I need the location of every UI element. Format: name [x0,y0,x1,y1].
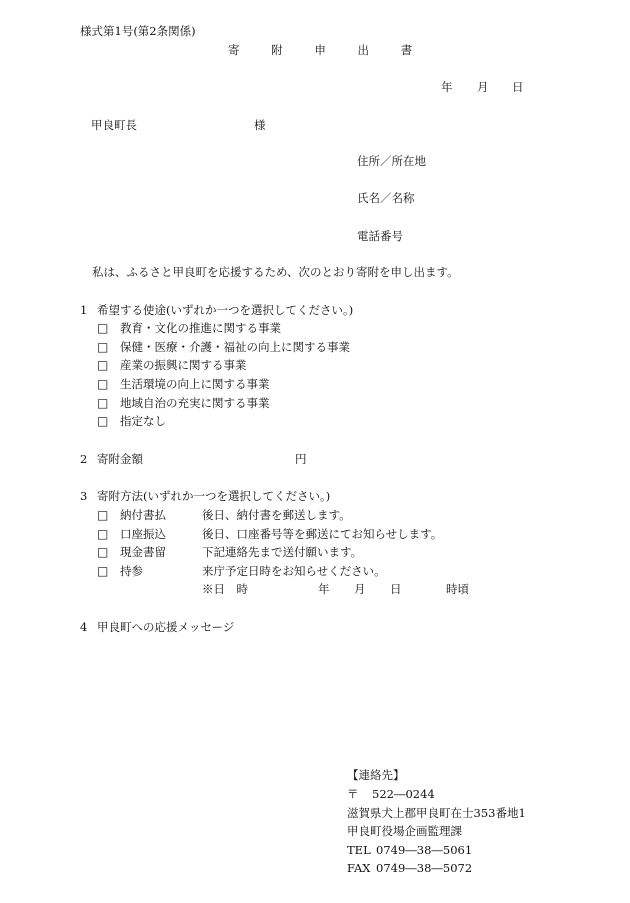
method-checkbox[interactable]: □ [97,527,109,541]
method-desc: 後日、口座番号等を郵送にてお知らせします。 [202,527,443,541]
intro-text: 私は、ふるさと甲良町を応援するため、次のとおり寄附を申し出ます。 [92,265,459,279]
section3-number: 3 [80,489,88,503]
purpose-checkbox[interactable]: □ [97,396,109,410]
contact-address: 滋賀県犬上郡甲良町在士353番地1 [347,806,526,820]
form-number: 様式第1号(第2条関係) [80,24,196,38]
method-name: 持参 [120,564,143,578]
document-title [228,45,412,57]
method-name: 納付書払 [120,508,166,522]
address-label: 住所／所在地 [357,154,426,168]
section3-heading: 寄附方法(いずれか一つを選択してください。) [97,489,331,503]
method-desc: 後日、納付書を郵送します。 [202,508,351,522]
purpose-checkbox[interactable]: □ [97,414,109,428]
purpose-checkbox[interactable]: □ [97,358,109,372]
visit-day-label: 日 [390,582,402,596]
method-checkbox[interactable]: □ [97,508,109,522]
purpose-option: 教育・文化の推進に関する事業 [120,321,281,335]
purpose-option: 生活環境の向上に関する事業 [120,377,270,391]
section1-number: 1 [80,303,88,317]
section4-number: 4 [80,620,88,634]
visit-year-label: 年 [318,582,330,596]
section2-number: 2 [80,452,88,466]
section2-heading: 寄附金額 [97,452,143,466]
title-char: 出 [357,43,369,57]
postal-mark: 〒 [347,787,359,801]
title-char: 書 [400,43,413,57]
method-desc: 下記連絡先まで送付願います。 [202,545,363,559]
date-month-label: 月 [477,80,489,94]
method-desc: 来庁予定日時をお知らせください。 [202,564,386,578]
title-char: 寄 [228,43,240,57]
visit-datetime-prefix: ※日 時 [202,582,248,596]
addressee-name: 甲良町長 [91,118,137,132]
tel-number: 0749―38―5061 [376,843,473,857]
phone-label: 電話番号 [357,229,403,243]
name-label: 氏名／名称 [357,191,415,205]
section4-heading: 甲良町への応援メッセージ [97,620,235,634]
purpose-option: 指定なし [120,414,166,428]
purpose-checkbox[interactable]: □ [97,377,109,391]
method-checkbox[interactable]: □ [97,545,109,559]
method-name: 現金書留 [120,545,166,559]
title-char: 附 [271,43,283,57]
method-name: 口座振込 [120,527,166,541]
date-day-label: 日 [512,80,524,94]
purpose-option: 産業の振興に関する事業 [120,358,247,372]
title-char: 申 [314,43,326,57]
contact-office: 甲良町役場企画監理課 [347,824,462,838]
amount-unit: 円 [295,452,307,466]
contact-heading: 【連絡先】 [347,768,405,782]
purpose-option: 地域自治の充実に関する事業 [120,396,270,410]
purpose-option: 保健・医療・介護・福祉の向上に関する事業 [120,340,350,354]
fax-number: 0749―38―5072 [376,861,473,875]
method-checkbox[interactable]: □ [97,564,109,578]
purpose-checkbox[interactable]: □ [97,340,109,354]
purpose-checkbox[interactable]: □ [97,321,109,335]
postal-code: 522―0244 [372,787,435,801]
visit-month-label: 月 [354,582,366,596]
tel-label: TEL [347,843,371,857]
section1-heading: 希望する使途(いずれか一つを選択してください。) [97,303,354,317]
addressee-honorific: 様 [254,118,266,132]
fax-label: FAX [347,861,371,875]
visit-time-label: 時頃 [446,582,469,596]
date-year-label: 年 [441,80,453,94]
